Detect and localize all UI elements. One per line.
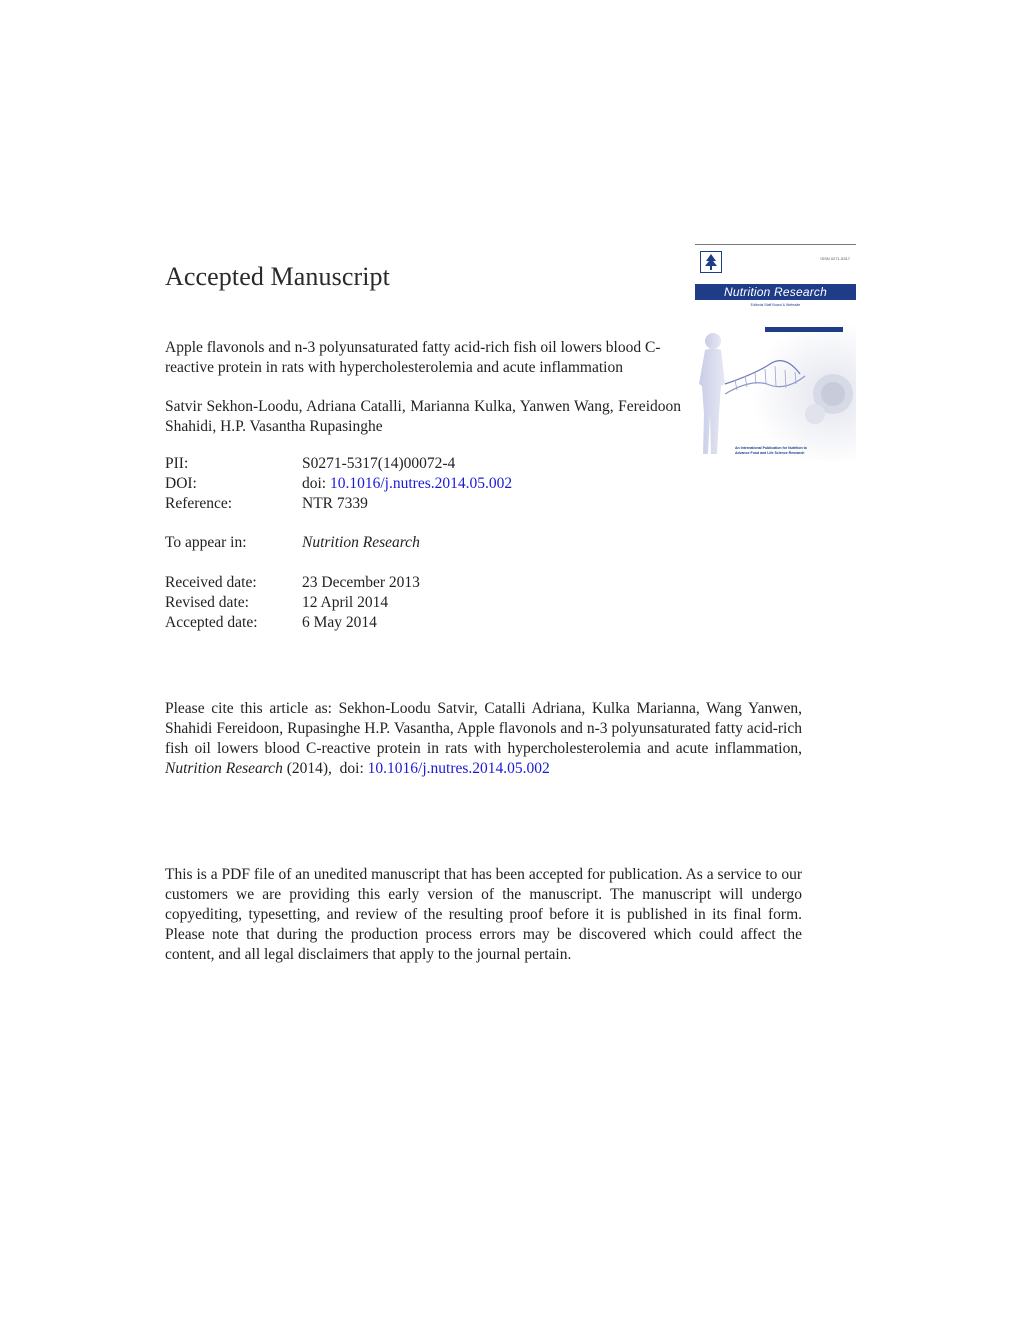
cover-subline: Editorial Staff Board & Webssite — [750, 303, 801, 307]
article-title: Apple flavonols and n-3 polyunsaturated fatty acid-rich fish oil lowers blood C-reactive protein in rats with hypercholesterolemia and acute inflammation — [165, 339, 661, 376]
received-value: 23 December 2013 — [302, 574, 420, 591]
cover-journal-name: Nutrition Research — [695, 284, 856, 300]
author-list: Satvir Sekhon-Loodu, Adriana Catalli, Marianna Kulka, Yanwen Wang, Fereidoon Shahidi, H.P. Vasantha Rupasinghe — [165, 398, 681, 435]
appear-value: Nutrition Research — [302, 534, 420, 551]
doi-label: DOI: — [165, 475, 197, 492]
pii-value: S0271-5317(14)00072-4 — [302, 455, 456, 472]
citation-year: (2014), — [286, 760, 332, 777]
reference-label: Reference: — [165, 495, 233, 512]
citation-paragraph — [165, 699, 802, 779]
appear-label: To appear in: — [165, 534, 247, 551]
doi-prefix: doi: — [302, 475, 327, 492]
received-label: Received date: — [165, 574, 257, 591]
citation-text: Please cite this article as: Sekhon-Loodu Satvir, Catalli Adriana, Kulka Marianna, Wang Yanwen, Shahidi Fereidoon, Rupasinghe H.P. Vasantha, Apple flavonols and n-3 polyunsaturated fatty acid-rich fish oil lowers blood C-reactive protein in rats with hypercholesterolemia and acute inflammation, — [165, 700, 802, 757]
cover-artwork — [695, 314, 856, 460]
cover-tagline-1: An International Publication for Nutrition to — [735, 446, 807, 450]
pii-label: PII: — [165, 455, 189, 472]
accepted-value: 6 May 2014 — [302, 614, 377, 631]
elsevier-logo-icon — [700, 251, 722, 273]
cover-issn: ISSN 0271-5317 — [820, 256, 850, 261]
revised-value: 12 April 2014 — [302, 594, 389, 611]
reference-value: NTR 7339 — [302, 495, 368, 512]
citation-doi-prefix: doi: — [339, 760, 364, 777]
accepted-label: Accepted date: — [165, 614, 258, 631]
disclaimer-paragraph: This is a PDF file of an unedited manuscript that has been accepted for publication. As a service to our customers we are providing this early version of the manuscript. The manuscript will undergo copyediting, typesetting, and review of the resulting proof before it is published in its final form. Please note that during the production process errors may be discovered which could affect the content, and all legal disclaimers that apply to the journal pertain. — [165, 866, 802, 963]
doi-link[interactable]: 10.1016/j.nutres.2014.05.002 — [330, 475, 513, 492]
citation-journal: Nutrition Research — [165, 760, 283, 777]
journal-cover-image — [695, 244, 856, 460]
citation-doi-link[interactable]: 10.1016/j.nutres.2014.05.002 — [367, 760, 550, 777]
doi-value — [302, 474, 512, 494]
cover-tagline-2: Advance Food and Life Science Research — [735, 451, 805, 455]
cover-top-rule — [695, 244, 856, 245]
cover-accent-bar — [765, 327, 843, 332]
page-heading: Accepted Manuscript — [165, 262, 390, 291]
revised-label: Revised date: — [165, 594, 249, 611]
